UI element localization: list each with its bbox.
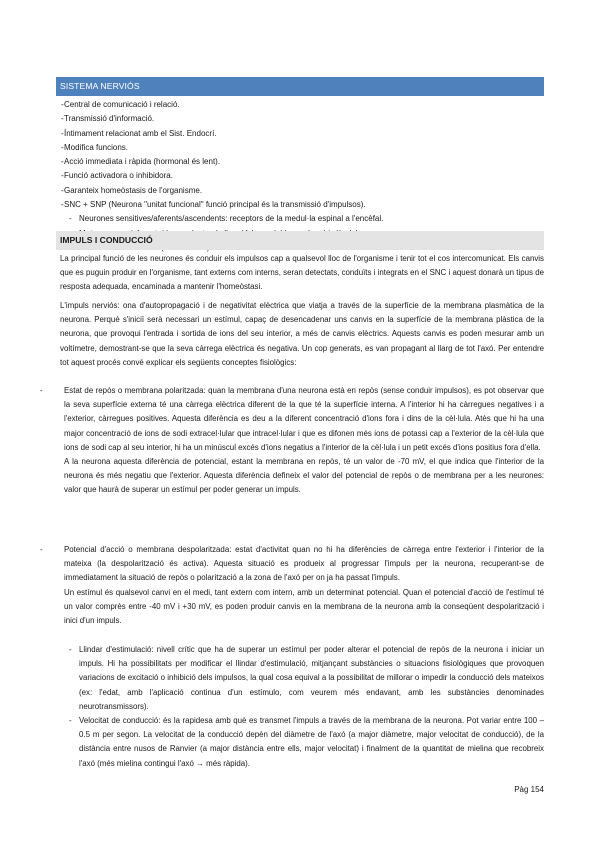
action-potential-paragraph: Potencial d'acció o membrana despolaritzada: estat d'activitat quan no hi ha diferències de càrrega entre l'exterior i l'interior de la mateixa (la despolarització és activa). Aquesta situació es produeix al progressar l'impuls per la neurona, recuperant-se de immediatament la situació de repòs o polarització a la zona de l'axó per on ja ha passat l'impuls. [64,545,544,583]
rest-potential-paragraph: A la neurona aquesta diferència de potencial, estant la membrana en repòs, té un valor de -70 mV, el que indica que l'interior de la neurona és més negatiu que l'exterior. Aquesta diferència defineix el valor del potencial de repòs o de membrana per a les neurones: valor que haurà de superar un estímul per poder generar un impuls. [64,457,544,495]
impulse-paragraph: L'impuls nerviós: ona d'autopropagació i de negativitat elèctrica que viatja a través de la superfície de la membrana plasmàtica de la neurona. Perquè s'iniciï serà necessari un estímul, capaç de desencadenar uns canvis en la superfície de la membrana plàstica de la neurona, que provoqui l'entrada i sortida de ions del seu interior, a més de canvis elèctrics. Aquests canvis es poden mesurar amb un voltímetre, demostrant-se que la seva càrrega elèctrica és negativa. Un cop generats, es van propagant al llarg de tot l'axó. Per entendre tot aquest procés convé explicar els següents conceptes fisiològics: [60,301,544,367]
dash-marker: - [40,386,43,395]
dash-marker: - [69,645,72,654]
intro-paragraph: La principal funció de les neurones és conduir els impulsos cap a qualsevol lloc de l'organisme i tenir tot el cos intercomunicat. Els canvis que es puguin produir en l'organisme, tant externs com interns, seran detectats, conduïts i integrats en el SNC i aquest donarà un tipus de resposta adequada, encaminada a mantenir l'homeòstasi. [60,254,544,292]
list-item: - Íntimament relacionat amb el Sist. Endocrí. [0,127,600,141]
velocity-paragraph: Velocitat de conducció: és la rapidesa amb què es transmet l'impuls a través de la membrana de la neurona. Pot variar entre 100 – 0.5 m per segon. La velocitat de la conducció depèn del diàmetre de l'axó (a major diàmetre, major velocitat de conducció), de la distància entre nusos de Ranvier (a major distància entre ells, major velocitat) i finalment de la quantitat de mielina que recobreix l'axó (més mielina contingui l'axó → més ràpida). [79,716,544,768]
dash-marker: - [61,200,64,210]
dash-marker: - [69,716,72,725]
list-item: - Funció activadora o inhibidora. [0,169,600,183]
threshold-item [69,643,544,714]
dash-marker: - [61,114,64,124]
dash-marker: - [61,128,64,138]
threshold-paragraph: Llindar d'estimulació: nivell crític que ha de superar un estímul per poder alterar el potencial de repòs de la neurona i iniciar un impuls. Hi ha possibilitats per modificar el llindar d'estimulació, mitjançant substàncies o situacions fisiològiques que provoquen variacions de excitació o inhibició dels impulsos, la qual cosa equival a la possibilitat de millorar o impedir la conducció dels mateixos (ex: l'edat, amb l'aplicació continua d'un estímulo, com veurem més endavant, amb les substàncies denominades neurotransmissors). [79,645,544,711]
dash-marker: - [61,185,64,195]
rest-state-paragraph: Estat de repòs o membrana polaritzada: quan la membrana d'una neurona està en repòs (sense conduir impulsos), es pot observar que la seva superfície externa té una càrrega elèctrica diferent de la que té la superfície interna. A l'interior hi ha càrregues negatives i a l'exterior, càrregues positives. Aquesta diferència es deu a la diferent concentració d'ions fora i dins de la cèl·lula. Atès que hi ha una major concentració de ions de sodi extracel·lular que intracel·lular i que es difonen més ions de potassi cap a l'exterior de la cèl·lula que ions de sodi cap al seu interior, hi ha un minúscul excés d'ions negatius a l'interior de la cèl·lula i un petit excés d'ions positius fora d'ella. [64,386,544,452]
subsection-title: IMPULS I CONDUCCIÓ [56,231,544,250]
list-item: - Modifica funcions. [0,141,600,155]
dash-marker: - [61,100,64,109]
stimulus-paragraph: Un estímul és qualsevol canvi en el medi, tant extern com intern, amb un determinat potencial. Quan el potencial d'acció de l'estímul té un valor comprès entre -40 mV i +30 mV, es poden produir canvis en la membrana de la neurona amb la conseqüent despolarització i inici d'un impuls. [64,587,544,626]
dash-marker: - [40,545,43,554]
list-item: - SNC + SNP (Neurona "unitat funcional" funció principal és la transmissió d'impulsos). [0,198,600,212]
list-item: - Transmissió d'informació. [0,112,600,126]
section-title: SISTEMA NERVIÓS [56,77,544,96]
list-item: - Acció immediata i ràpida (hormonal és lent). [0,155,600,169]
dash-marker: - [61,142,64,152]
velocity-item [69,714,544,771]
list-item: - Central de comunicació i relació. [0,98,600,112]
dash-marker: - [69,214,72,224]
dash-marker: - [61,171,64,181]
rest-state-item [40,384,544,498]
action-potential-item [40,543,544,628]
list-item: - Garanteix homeòstasis de l'organisme. [0,184,600,198]
dash-marker: - [61,157,64,167]
page-number: Pàg 154 [514,785,544,794]
sub-list-item: - Neurones sensitives/aferents/ascendents: receptors de la medul·la espinal a l'encèfal. [0,212,600,226]
